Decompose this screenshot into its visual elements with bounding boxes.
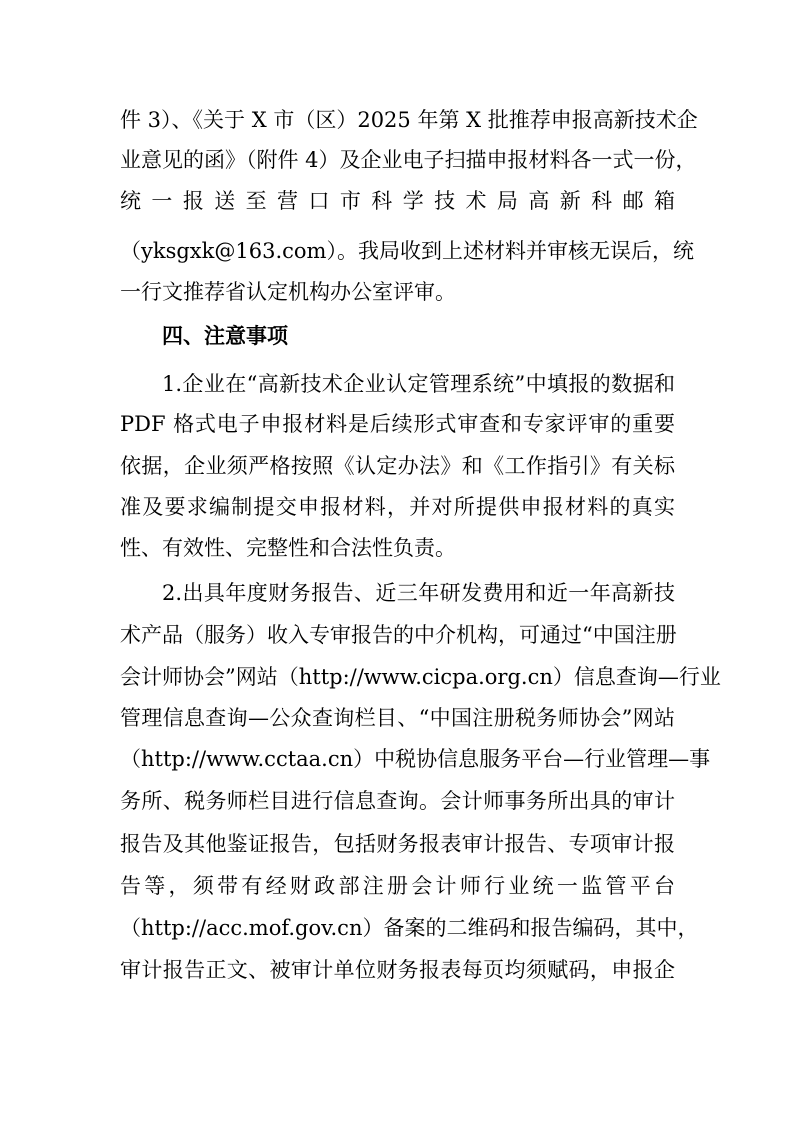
- body-text-line: 报告及其他鉴证报告，包括财务报表审计报告、专项审计报: [120, 832, 675, 856]
- section-heading: 四、注意事项: [162, 324, 288, 348]
- body-text-line: 术产品（服务）收入专审报告的中介机构，可通过“中国注册: [120, 623, 677, 647]
- body-text-line: （http://acc.mof.gov.cn）备案的二维码和报告编码，其中，: [120, 916, 699, 940]
- body-text-line: 统 一 报 送 至 营 口 市 科 学 技 术 局 高 新 科 邮 箱: [120, 189, 675, 213]
- body-text-line: 2.出具年度财务报告、近三年研发费用和近一年高新技: [162, 581, 675, 605]
- body-text-line: 件 3）、《关于 X 市（区）2025 年第 X 批推荐申报高新技术企: [120, 108, 698, 132]
- body-text-line: 务所、税务师栏目进行信息查询。会计师事务所出具的审计: [120, 789, 675, 813]
- body-text-line: 准及要求编制提交申报材料，并对所提供申报材料的真实: [120, 495, 675, 519]
- body-text-line: 会计师协会”网站（http://www.cicpa.org.cn）信息查询—行业: [120, 665, 721, 689]
- body-text-line: 一行文推荐省认定机构办公室评审。: [120, 280, 456, 304]
- body-text-line: 审计报告正文、被审计单位财务报表每页均须赋码，申报企: [120, 958, 675, 982]
- body-text-line: （yksgxk@163.com）。我局收到上述材料并审核无误后，统: [120, 239, 694, 263]
- body-text-line: 依据，企业须严格按照《认定办法》和《工作指引》有关标: [120, 454, 675, 478]
- body-text-line: 性、有效性、完整性和合法性负责。: [120, 536, 456, 560]
- body-text-line: 管理信息查询—公众查询栏目、“中国注册税务师协会”网站: [120, 706, 675, 730]
- body-text-line: 告等，须带有经财政部注册会计师行业统一监管平台: [120, 874, 675, 898]
- body-text-line: 业意见的函》（附件 4）及企业电子扫描申报材料各一式一份，: [120, 148, 697, 172]
- body-text-line: 1.企业在“高新技术企业认定管理系统”中填报的数据和: [162, 372, 675, 396]
- body-text-line: PDF 格式电子申报材料是后续形式审查和专家评审的重要: [120, 412, 675, 436]
- body-text-line: （http://www.cctaa.cn）中税协信息服务平台—行业管理—事: [120, 747, 711, 771]
